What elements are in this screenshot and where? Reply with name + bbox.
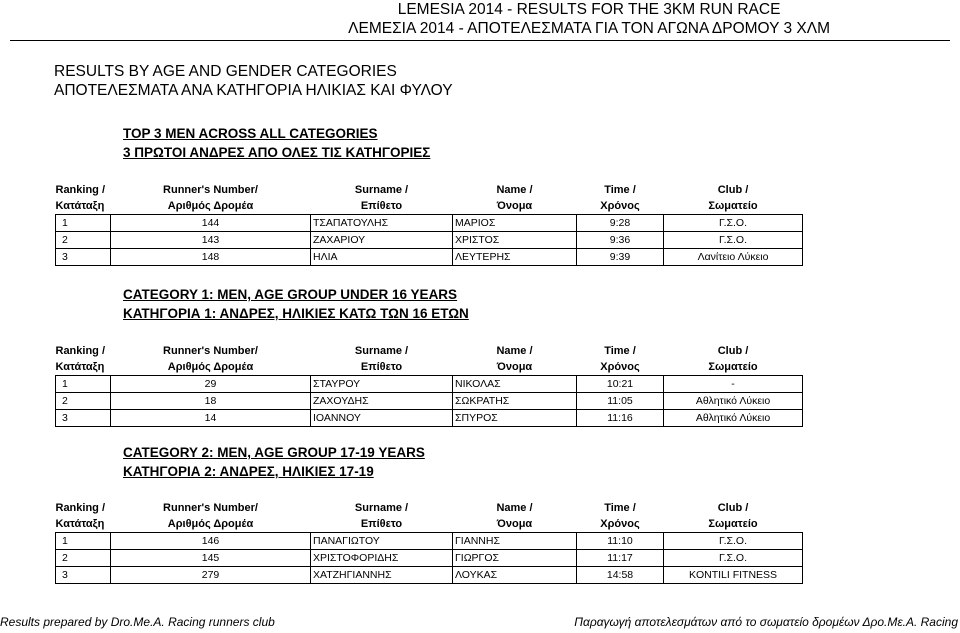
cell-number: 146 <box>111 533 311 550</box>
cell-number: 14 <box>111 410 311 427</box>
page-title-en: LEMESIA 2014 - RESULTS FOR THE 3KM RUN RACE <box>397 1 781 18</box>
cell-time: 11:17 <box>577 550 664 567</box>
col-header-number: Runner's Number/ <box>163 502 258 514</box>
cell-number: 279 <box>111 567 311 584</box>
cell-surname: ΖΑΧΟΥΔΗΣ <box>311 393 453 410</box>
cell-club: KONTILI FITNESS <box>664 567 803 584</box>
cell-surname: ΖΑΧΑΡΙΟΥ <box>311 232 453 249</box>
cell-club: Λανίτειο Λύκειο <box>664 249 803 266</box>
table-row <box>56 393 803 410</box>
header-row-greek <box>56 198 803 215</box>
category-title-top3 <box>123 124 430 162</box>
category-title-gr: ΚΑΤΗΓΟΡΙΑ 2: ΑΝΔΡΕΣ, ΗΛΙΚΙΕΣ 17-19 <box>123 464 374 479</box>
cell-rank: 1 <box>56 215 111 232</box>
cell-rank: 2 <box>56 232 111 249</box>
cell-rank: 3 <box>56 567 111 584</box>
cell-rank: 3 <box>56 410 111 427</box>
cell-surname: ΣΤΑΥΡΟΥ <box>311 376 453 393</box>
cell-surname: ΤΣΑΠΑΤΟΥΛΗΣ <box>311 215 453 232</box>
col-header-name-gr: Όνομα <box>453 516 577 533</box>
results-table-top3 <box>55 182 803 266</box>
cell-number: 18 <box>111 393 311 410</box>
category-title-en: CATEGORY 2: MEN, AGE GROUP 17-19 YEARS <box>123 445 425 460</box>
col-header-time-gr: Χρόνος <box>577 516 664 533</box>
cell-time: 11:10 <box>577 533 664 550</box>
section-title-en: RESULTS BY AGE AND GENDER CATEGORIES <box>54 63 397 80</box>
header-row <box>56 500 803 516</box>
table-row <box>56 410 803 427</box>
col-header-name-gr: Όνομα <box>453 359 577 376</box>
results-table-cat2 <box>55 500 803 584</box>
cell-number: 148 <box>111 249 311 266</box>
col-header-number: Runner's Number/ <box>163 345 258 357</box>
category-title-en: TOP 3 MEN ACROSS ALL CATEGORIES <box>123 126 378 141</box>
cell-time: 11:05 <box>577 393 664 410</box>
cell-number: 145 <box>111 550 311 567</box>
col-header-number-gr: Αριθμός Δρομέα <box>111 198 311 215</box>
page-title-gr: ΛΕΜΕΣΙΑ 2014 - ΑΠΟΤΕΛΕΣΜΑΤΑ ΓΙΑ ΤΟΝ ΑΓΩΝΑ ΔΡΟΜΟΥ 3 ΧΛΜ <box>348 20 830 37</box>
cell-club: Αθλητικό Λύκειο <box>664 410 803 427</box>
col-header-ranking-gr: Κατάταξη <box>56 359 111 376</box>
col-header-surname-gr: Επίθετο <box>311 359 453 376</box>
footer-credit-en: Results prepared by Dro.Me.A. Racing runners club <box>0 615 275 629</box>
category-title-gr: 3 ΠΡΩΤΟΙ ΑΝΔΡΕΣ ΑΠΟ ΟΛΕΣ ΤΙΣ ΚΑΤΗΓΟΡΙΕΣ <box>123 145 431 160</box>
header-row <box>56 343 803 359</box>
cell-name: ΧΡΙΣΤΟΣ <box>453 232 577 249</box>
cell-name: ΣΠΥΡΟΣ <box>453 410 577 427</box>
cell-club: Αθλητικό Λύκειο <box>664 393 803 410</box>
cell-rank: 1 <box>56 376 111 393</box>
cell-rank: 3 <box>56 249 111 266</box>
category-title-en: CATEGORY 1: MEN, AGE GROUP UNDER 16 YEARS <box>123 287 458 302</box>
cell-name: ΓΙΩΡΓΟΣ <box>453 550 577 567</box>
col-header-club-gr: Σωματείο <box>664 198 803 215</box>
cell-time: 9:28 <box>577 215 664 232</box>
cell-club: Γ.Σ.Ο. <box>664 533 803 550</box>
cell-number: 143 <box>111 232 311 249</box>
cell-surname: ΗΛΙΑ <box>311 249 453 266</box>
cell-name: ΣΩΚΡΑΤΗΣ <box>453 393 577 410</box>
col-header-surname: Surname / <box>354 184 409 196</box>
cell-rank: 2 <box>56 393 111 410</box>
col-header-name-gr: Όνομα <box>453 198 577 215</box>
cell-club: Γ.Σ.Ο. <box>664 232 803 249</box>
cell-club: - <box>664 376 803 393</box>
cell-number: 144 <box>111 215 311 232</box>
cell-time: 9:36 <box>577 232 664 249</box>
col-header-time-gr: Χρόνος <box>577 359 664 376</box>
cell-time: 11:16 <box>577 410 664 427</box>
cell-surname: ΧΡΙΣΤΟΦΟΡΙΔΗΣ <box>311 550 453 567</box>
col-header-surname: Surname / <box>354 345 409 357</box>
cell-surname: ΠΑΝΑΓΙΩΤΟΥ <box>311 533 453 550</box>
col-header-club-gr: Σωματείο <box>664 516 803 533</box>
col-header-ranking: Ranking / <box>55 502 106 514</box>
header-row-greek <box>56 516 803 533</box>
category-title-gr: ΚΑΤΗΓΟΡΙΑ 1: ΑΝΔΡΕΣ, ΗΛΙΚΙΕΣ ΚΑΤΩ ΤΩΝ 16 ΕΤΩΝ <box>123 306 469 321</box>
table-row <box>56 376 803 393</box>
cell-name: ΓΙΑΝΝΗΣ <box>453 533 577 550</box>
page-title <box>348 0 830 38</box>
cell-name: ΛΕΥΤΕΡΗΣ <box>453 249 577 266</box>
col-header-surname-gr: Επίθετο <box>311 198 453 215</box>
col-header-club: Club / <box>717 184 749 196</box>
cell-club: Γ.Σ.Ο. <box>664 550 803 567</box>
col-header-ranking-gr: Κατάταξη <box>56 516 111 533</box>
cell-rank: 1 <box>56 533 111 550</box>
col-header-surname: Surname / <box>354 502 409 514</box>
cell-time: 14:58 <box>577 567 664 584</box>
col-header-number: Runner's Number/ <box>163 184 258 196</box>
cell-rank: 2 <box>56 550 111 567</box>
category-title-cat1 <box>123 285 469 323</box>
col-header-time-gr: Χρόνος <box>577 198 664 215</box>
col-header-surname-gr: Επίθετο <box>311 516 453 533</box>
col-header-name: Name / <box>496 184 533 196</box>
col-header-name: Name / <box>496 502 533 514</box>
header-row <box>56 182 803 198</box>
col-header-ranking-gr: Κατάταξη <box>56 198 111 215</box>
cell-name: ΜΑΡΙΟΣ <box>453 215 577 232</box>
cell-number: 29 <box>111 376 311 393</box>
table-row <box>56 533 803 550</box>
category-title-cat2 <box>123 443 425 481</box>
col-header-club: Club / <box>717 345 749 357</box>
cell-time: 9:39 <box>577 249 664 266</box>
section-title-gr: ΑΠΟΤΕΛΕΣΜΑΤΑ ΑΝΑ ΚΑΤΗΓΟΡΙΑ ΗΛΙΚΙΑΣ ΚΑΙ ΦΥΛΟΥ <box>54 82 453 99</box>
col-header-number-gr: Αριθμός Δρομέα <box>111 359 311 376</box>
col-header-ranking: Ranking / <box>55 345 106 357</box>
col-header-name: Name / <box>496 345 533 357</box>
title-divider <box>10 40 950 41</box>
col-header-time: Time / <box>604 184 636 196</box>
table-row <box>56 249 803 266</box>
cell-club: Γ.Σ.Ο. <box>664 215 803 232</box>
table-row <box>56 232 803 249</box>
col-header-club: Club / <box>717 502 749 514</box>
section-title <box>54 62 453 100</box>
cell-surname: ΙΟΑΝΝΟΥ <box>311 410 453 427</box>
col-header-time: Time / <box>604 502 636 514</box>
footer-credit-gr: Παραγωγή αποτελεσμάτων από το σωματείο δρομέων Δρο.Με.Α. Racing <box>574 615 958 629</box>
cell-surname: ΧΑΤΖΗΓΙΑΝΝΗΣ <box>311 567 453 584</box>
cell-time: 10:21 <box>577 376 664 393</box>
header-row-greek <box>56 359 803 376</box>
col-header-club-gr: Σωματείο <box>664 359 803 376</box>
table-row <box>56 567 803 584</box>
cell-name: ΛΟΥΚΑΣ <box>453 567 577 584</box>
table-row <box>56 550 803 567</box>
col-header-ranking: Ranking / <box>55 184 106 196</box>
col-header-time: Time / <box>604 345 636 357</box>
col-header-number-gr: Αριθμός Δρομέα <box>111 516 311 533</box>
results-table-cat1 <box>55 343 803 427</box>
table-row <box>56 215 803 232</box>
cell-name: ΝΙΚΟΛΑΣ <box>453 376 577 393</box>
